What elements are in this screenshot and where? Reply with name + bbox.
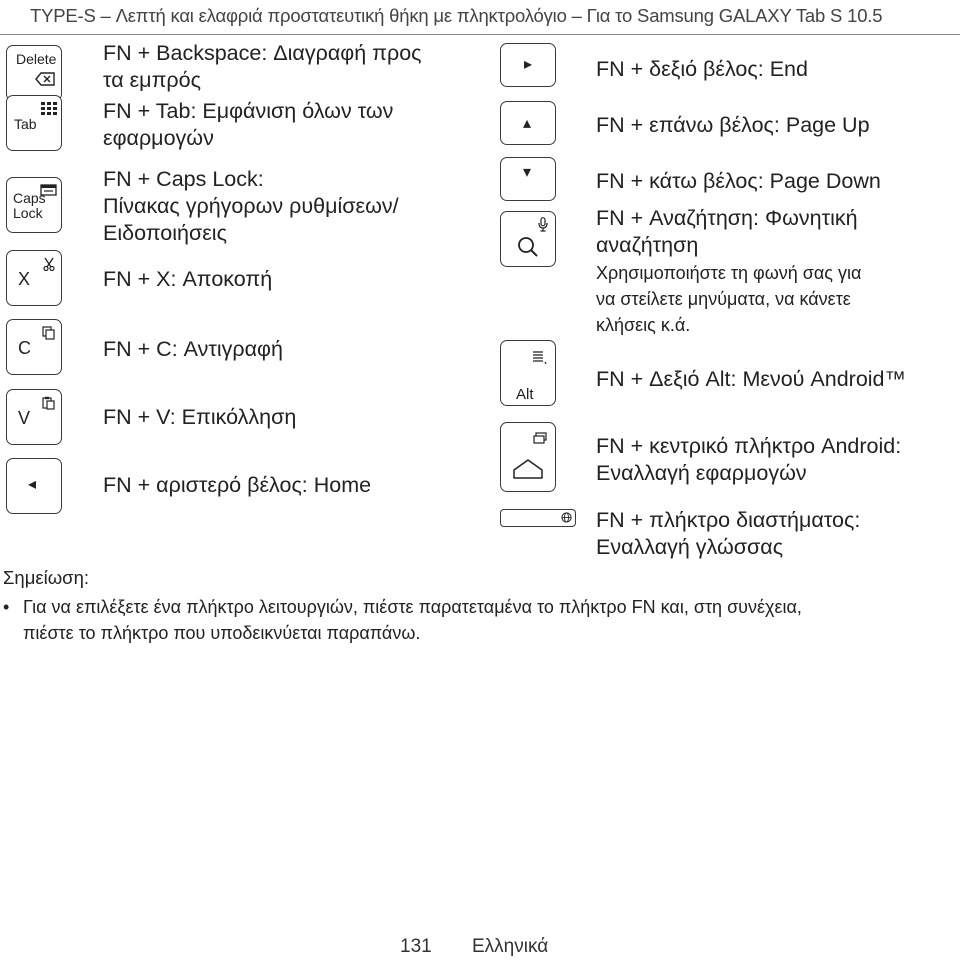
fn-down-text: FN + κάτω βέλος: Page Down	[596, 169, 881, 193]
backspace-icon	[35, 72, 55, 86]
fn-up-text: FN + επάνω βέλος: Page Up	[596, 113, 870, 137]
tab-key	[6, 95, 62, 151]
note-bullet: •	[3, 597, 10, 617]
scissors-icon	[43, 257, 55, 271]
left-arrow-icon: ◂	[28, 476, 37, 493]
globe-icon	[561, 512, 572, 523]
down-arrow-icon: ▾	[523, 164, 532, 181]
microphone-icon	[538, 217, 548, 232]
up-arrow-key	[500, 101, 556, 145]
fn-alt-text: FN + Δεξιό Alt: Μενού Android™	[596, 367, 907, 391]
android-home-key	[500, 422, 556, 492]
paste-icon	[42, 396, 55, 410]
magnifier-icon	[517, 236, 539, 258]
note-text: Για να επιλέξετε ένα πλήκτρο λειτουργιών, πιέστε παρατεταμένα το πλήκτρο FN και, στη συνέχεια, πιέστε το πλήκτρο που υποδεικνύεται παραπάνω.	[23, 597, 802, 643]
footer-language: Ελληνικά	[472, 936, 549, 957]
c-key	[6, 319, 62, 375]
right-arrow-icon: ▸	[524, 56, 533, 73]
fn-v-text: FN + V: Επικόλληση	[103, 405, 297, 429]
alt-key	[500, 340, 556, 406]
delete-key	[6, 45, 62, 101]
x-key-label: X	[18, 269, 31, 289]
page-header-title: TYPE-S – Λεπτή και ελαφριά προστατευτική θήκη με πληκτρολόγιο – Για το Samsung GALAXY Tab S 10.5	[30, 5, 883, 26]
search-key	[500, 211, 556, 267]
header-divider	[0, 34, 960, 35]
fn-x-text: FN + X: Αποκοπή	[103, 267, 273, 291]
fn-tab-text: FN + Tab: Εμφάνιση όλων των εφαρμογών	[103, 99, 394, 150]
c-key-label: C	[18, 338, 31, 358]
caps-key-label-1: Caps	[13, 190, 46, 206]
fn-caps-text: FN + Caps Lock: Πίνακας γρήγορων ρυθμίσεων/ Ειδοποιήσεις	[103, 167, 399, 245]
fn-search-text: FN + Αναζήτηση: Φωνητική αναζήτηση	[596, 206, 858, 257]
x-key	[6, 250, 62, 306]
home-icon	[512, 458, 544, 480]
copy-icon	[42, 326, 55, 340]
page-number: 131	[400, 936, 432, 957]
caps-key-label-2: Lock	[13, 205, 43, 221]
delete-key-label: Delete	[16, 51, 57, 67]
app-grid-icon	[41, 102, 57, 115]
down-arrow-key	[500, 157, 556, 201]
alt-key-label: Alt	[516, 386, 534, 403]
v-key-label: V	[18, 408, 31, 428]
caps-lock-key	[6, 177, 62, 233]
fn-backspace-text: FN + Backspace: Διαγραφή προς τα εμπρός	[103, 41, 422, 92]
space-bar-key	[500, 509, 576, 527]
fn-left-text: FN + αριστερό βέλος: Home	[103, 473, 372, 497]
recent-apps-icon	[533, 432, 547, 444]
fn-home-text: FN + κεντρικό πλήκτρο Android: Εναλλαγή εφαρμογών	[596, 434, 902, 485]
fn-right-text: FN + δεξιό βέλος: End	[596, 57, 808, 81]
tab-key-label: Tab	[14, 116, 37, 132]
search-description: Χρησιμοποιήστε τη φωνή σας για να στείλετε μηνύματα, να κάνετε κλήσεις κ.ά.	[596, 263, 862, 335]
v-key	[6, 389, 62, 445]
menu-icon	[533, 350, 547, 364]
note-label: Σημείωση:	[3, 567, 90, 588]
up-arrow-icon: ▴	[523, 115, 532, 132]
right-arrow-key	[500, 43, 556, 87]
fn-space-text: FN + πλήκτρο διαστήματος: Εναλλαγή γλώσσας	[596, 508, 861, 559]
fn-c-text: FN + C: Αντιγραφή	[103, 337, 283, 361]
left-arrow-key	[6, 458, 62, 514]
